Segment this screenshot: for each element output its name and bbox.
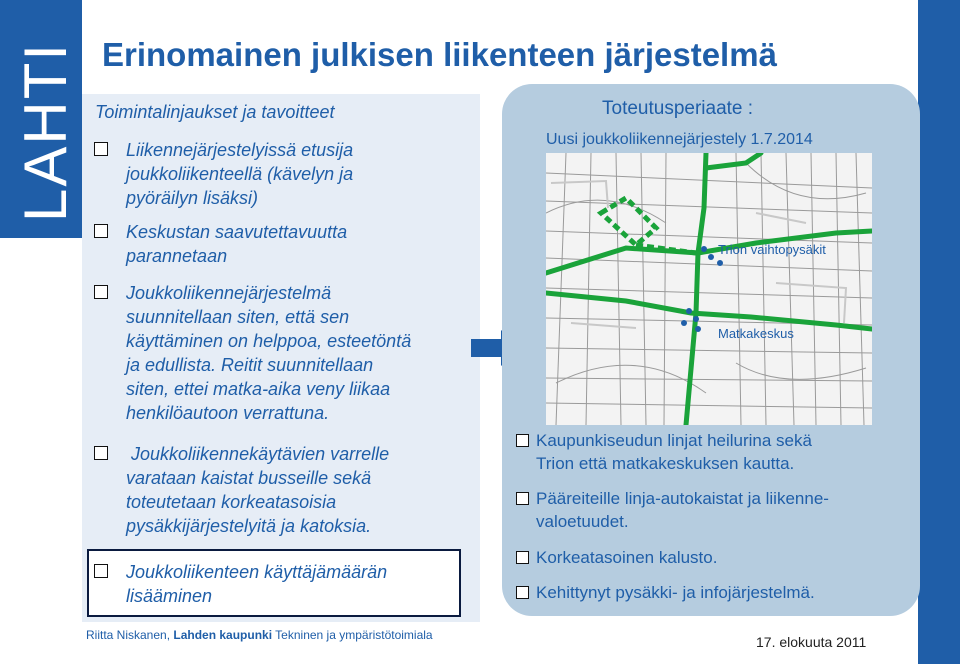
stop-icon — [708, 254, 714, 260]
right-subheading: Uusi joukkoliikennejärjestely 1.7.2014 — [546, 131, 813, 148]
right-heading: Toteutusperiaate : — [602, 98, 754, 119]
item-line: Pääreiteille linja-autokaistat ja liikenne- — [536, 489, 829, 508]
lahti-logo-text: LAHTI — [12, 41, 79, 222]
footer-org: Lahden kaupunki — [173, 628, 273, 642]
checkbox-bullet-icon — [516, 551, 529, 564]
item-line: pyöräilyn lisäksi) — [126, 188, 259, 208]
list-item — [126, 281, 411, 425]
checkbox-bullet-icon — [94, 224, 108, 238]
item-line: joukkoliikenteellä (kävelyn ja — [126, 164, 354, 184]
list-item — [126, 442, 389, 538]
list-item — [536, 429, 812, 475]
stop-icon — [695, 326, 701, 332]
item-line: ja edullista. Reitit suunnitellaan — [126, 355, 374, 375]
logo-band — [0, 0, 82, 238]
checkbox-bullet-icon — [516, 434, 529, 447]
right-decor-band — [918, 0, 960, 664]
map-label-matkakeskus: Matkakeskus — [718, 326, 794, 341]
item-line: toteutetaan korkeatasoisia — [126, 492, 337, 512]
list-item — [536, 546, 717, 569]
route-map-svg — [546, 153, 872, 425]
checkbox-bullet-icon — [94, 564, 108, 578]
item-line: Kaupunkiseudun linjat heilurina sekä — [536, 431, 812, 450]
checkbox-bullet-icon — [94, 142, 108, 156]
item-line: Keskustan saavutettavuutta — [126, 222, 348, 242]
item-line: pysäkkijärjestelyitä ja katoksia. — [126, 516, 372, 536]
item-line: siten, ettei matka-aika veny liikaa — [126, 379, 391, 399]
footer-date: 17. elokuuta 2011 — [756, 634, 867, 650]
list-item — [536, 581, 815, 604]
item-line: parannetaan — [126, 246, 228, 266]
item-line: Joukkoliikennekäytävien varrelle — [126, 444, 390, 464]
lahti-logo — [0, 0, 82, 238]
item-line: Joukkoliikenteen käyttäjämäärän — [126, 562, 388, 582]
stop-icon — [701, 246, 707, 252]
item-line: Kehittynyt pysäkki- ja infojärjestelmä. — [536, 583, 815, 602]
list-item — [536, 487, 829, 533]
item-line: lisääminen — [126, 586, 213, 606]
footer-dept: Tekninen ja ympäristötoimiala — [272, 628, 433, 642]
item-line: varataan kaistat busseille sekä — [126, 468, 372, 488]
list-item — [126, 138, 353, 210]
list-item — [126, 560, 387, 608]
stop-icon — [693, 316, 699, 322]
item-line: henkilöautoon verrattuna. — [126, 403, 330, 423]
item-line: käyttäminen on helppoa, esteetöntä — [126, 331, 412, 351]
item-line: Liikennejärjestelyissä etusija — [126, 140, 354, 160]
item-line: suunnitellaan siten, että sen — [126, 307, 350, 327]
checkbox-bullet-icon — [94, 446, 108, 460]
item-line: Joukkoliikennejärjestelmä — [126, 283, 332, 303]
footer-credit — [86, 628, 433, 642]
stop-icon — [686, 308, 692, 314]
route-map — [546, 153, 872, 425]
footer-author: Riitta Niskanen, — [86, 628, 174, 642]
checkbox-bullet-icon — [516, 586, 529, 599]
item-line: valoetuudet. — [536, 512, 629, 531]
stop-icon — [717, 260, 723, 266]
item-line: Korkeatasoinen kalusto. — [536, 548, 718, 567]
item-line: Trion että matkakeskuksen kautta. — [536, 454, 795, 473]
stop-icon — [681, 320, 687, 326]
map-label-trio: Trion vaihtopysäkit — [718, 242, 826, 257]
list-item — [126, 220, 347, 268]
left-heading: Toimintalinjaukset ja tavoitteet — [95, 102, 335, 122]
checkbox-bullet-icon — [94, 285, 108, 299]
checkbox-bullet-icon — [516, 492, 529, 505]
page-title: Erinomainen julkisen liikenteen järjestelmä — [102, 36, 777, 73]
